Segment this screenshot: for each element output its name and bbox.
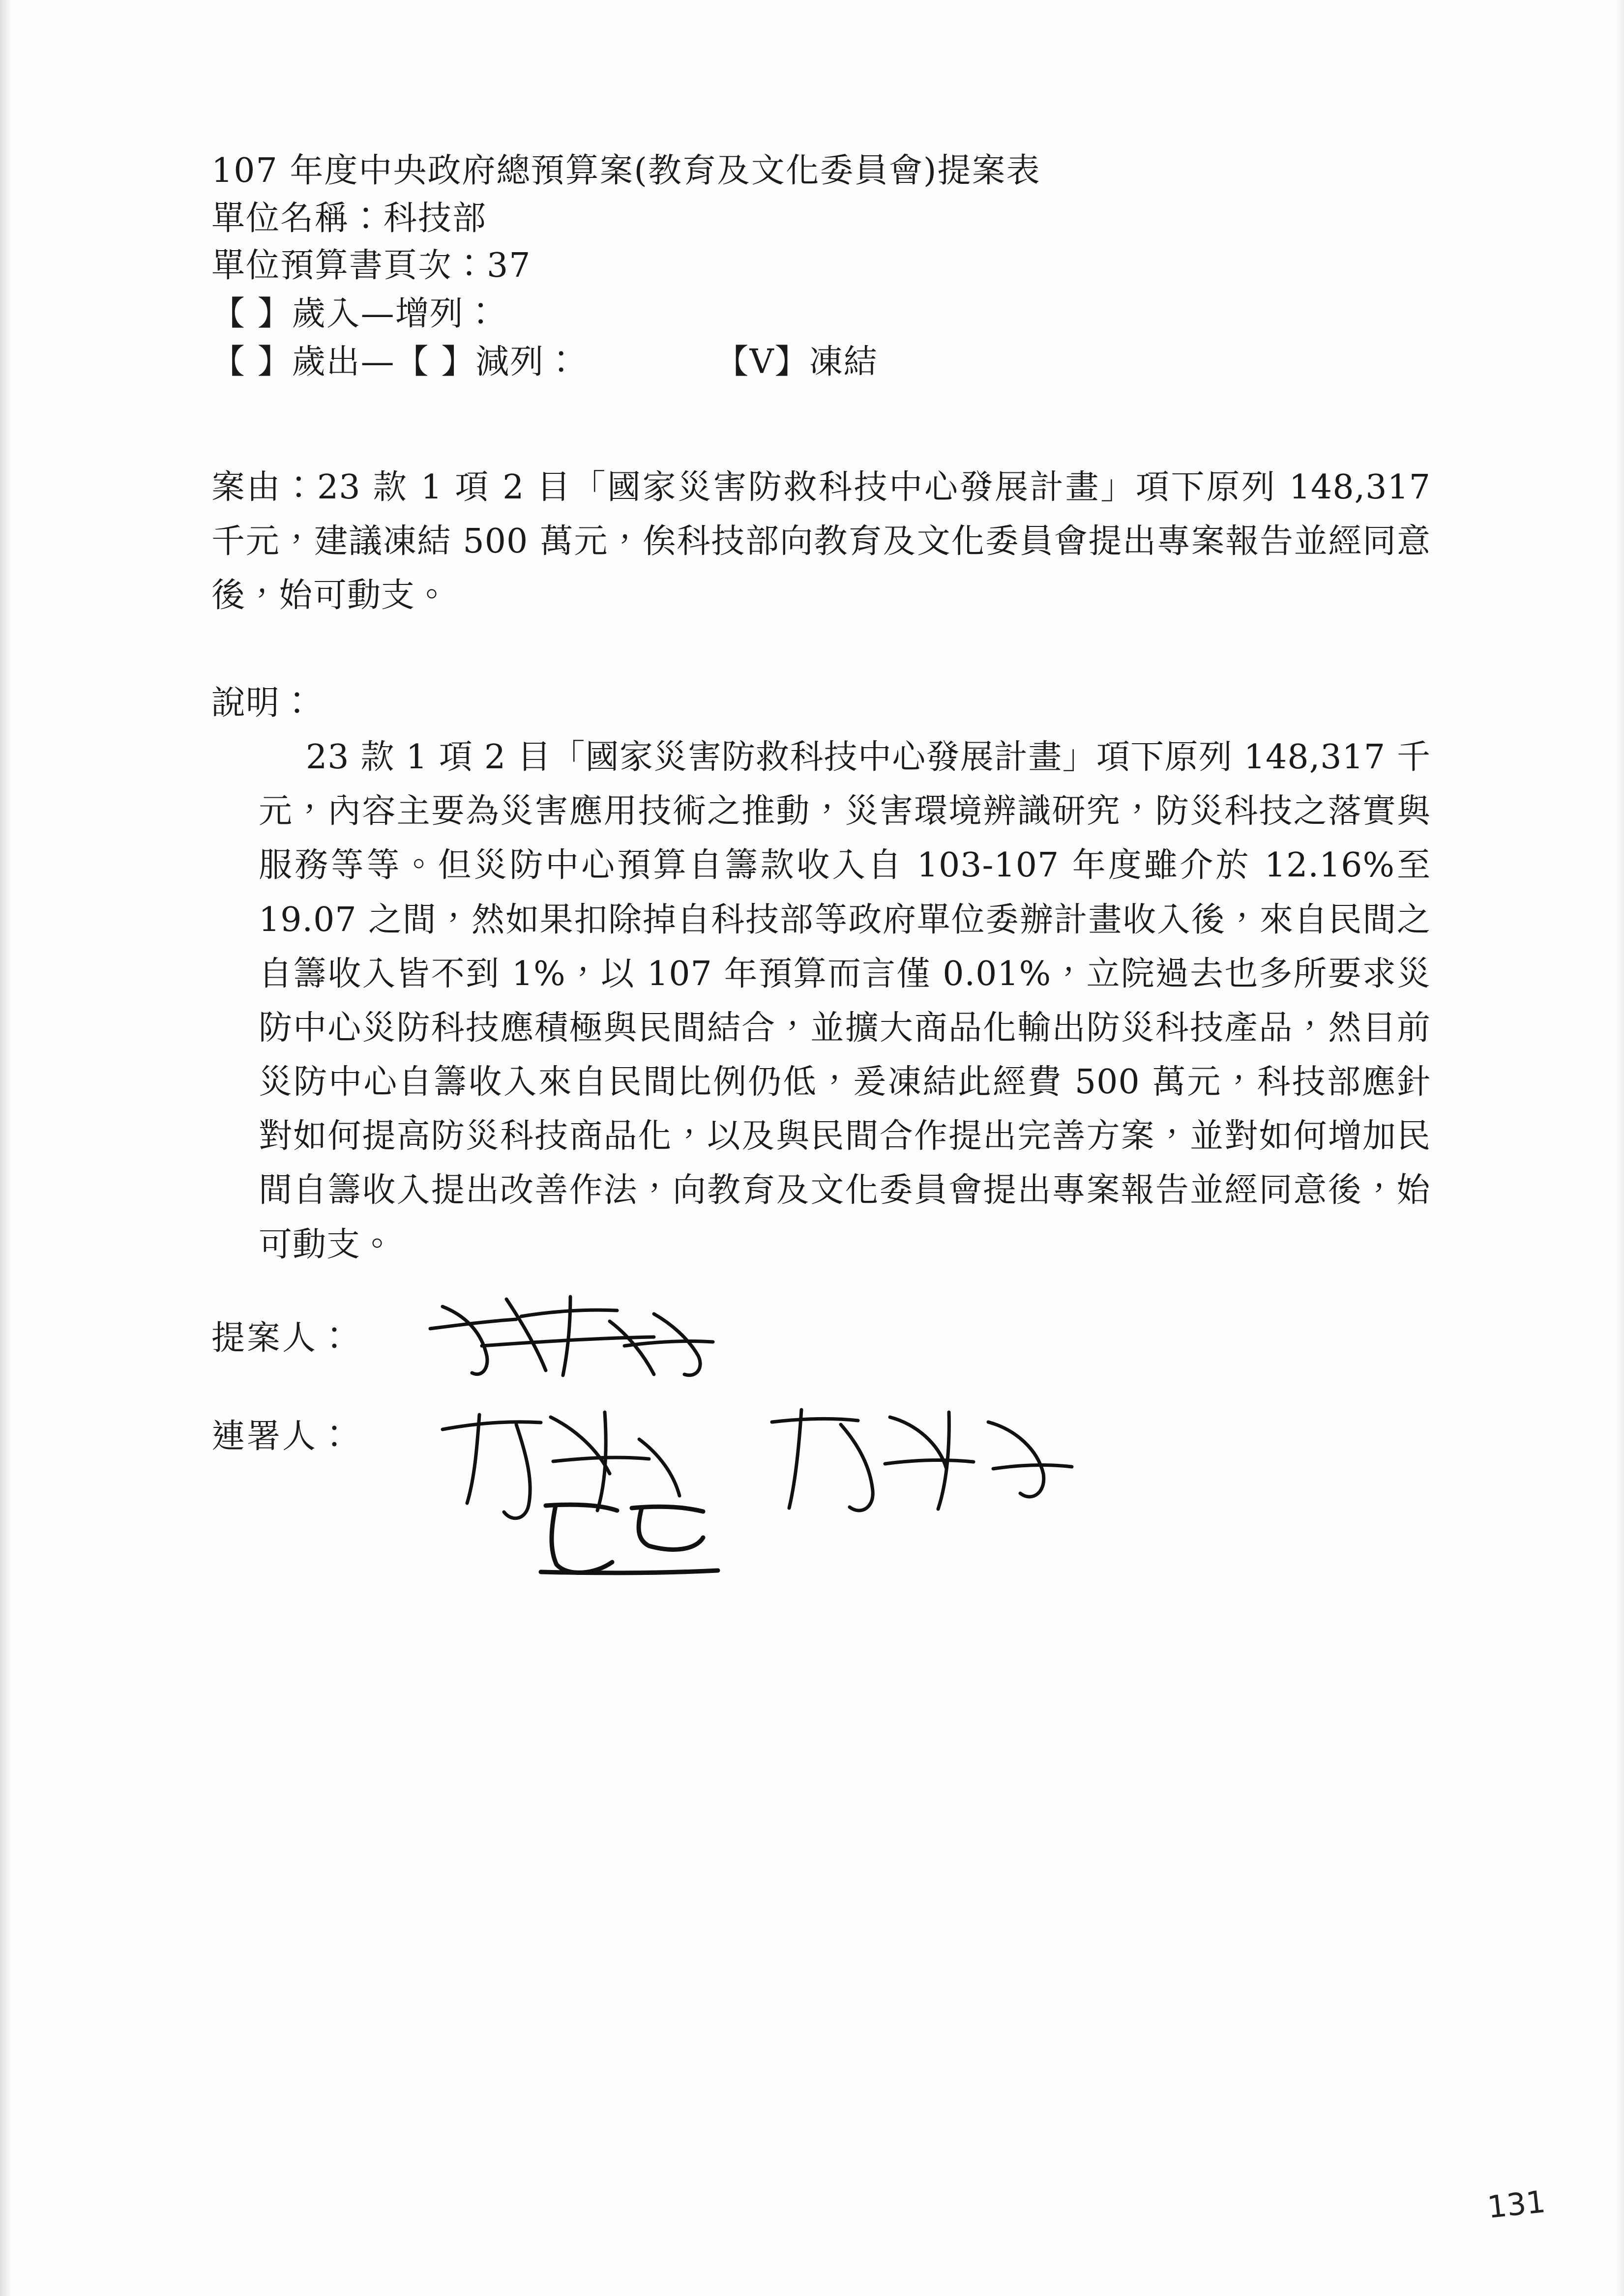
expenditure-line bbox=[211, 338, 1431, 387]
proposer-label: 提案人： bbox=[211, 1318, 354, 1358]
expenditure-freeze-label: 【V】凍結 bbox=[715, 343, 878, 382]
expenditure-reduce-label: 【 】歲出—【 】減列： bbox=[211, 343, 579, 382]
explain-label: 說明： bbox=[211, 684, 315, 723]
cosigner-row bbox=[211, 1400, 1431, 1567]
explain-paragraph: 23 款 1 項 2 目「國家災害防救科技中心發展計畫」項下原列 148,317 千元，內容主要為災害應用技術之推動，災害環境辨識研究，防災科技之落實與服務等等。但災防中心預算自籌款收入自 103-107 年度雖介於 12.16%至 19.07 之間，然如果扣除掉自科技部等政府單位委辦計畫收入後，來自民間之自籌收入皆不到 1%，以 107 年預算而言僅 0.01%，立院過去也多所要求災防中心災防科技應積極與民間結合，並擴大商品化輸出防災科技產品，然目前災防中心自籌收入來自民間比例仍低，爰凍結此經費 500 萬元，科技部應針對如何提高防災科技商品化，以及與民間合作提出完善方案，並對如何增加民間自籌收入提出改善作法，向教育及文化委員會提出專案報告並經同意後，始可動支。 bbox=[259, 738, 1431, 1264]
unit-name-line: 單位名稱：科技部 bbox=[211, 199, 487, 238]
cosigner-signature-1 bbox=[428, 1395, 1116, 1562]
cosigner-signature-2 bbox=[526, 1491, 752, 1589]
signature-block bbox=[211, 1302, 1431, 1567]
proposer-row bbox=[211, 1302, 1431, 1400]
budget-page-line: 單位預算書頁次：37 bbox=[211, 246, 531, 286]
cosigner-label: 連署人： bbox=[211, 1417, 354, 1456]
reason-paragraph: 案由：23 款 1 項 2 目「國家災害防救科技中心發展計畫」項下原列 148,317 千元，建議凍結 500 萬元，俟科技部向教育及文化委員會提出專案報告並經同意後，始可動支。 bbox=[211, 467, 1431, 615]
proposer-signature bbox=[423, 1287, 865, 1390]
page-number: 131 bbox=[1485, 2183, 1547, 2225]
spacer-before-explain bbox=[211, 623, 1431, 677]
revenue-increase-line: 【 】歲入—增列： bbox=[211, 294, 499, 333]
document-body bbox=[211, 147, 1431, 1567]
document-title: 107 年度中央政府總預算案(教育及文化委員會)提案表 bbox=[211, 151, 1041, 190]
spacer-after-header bbox=[211, 387, 1431, 461]
